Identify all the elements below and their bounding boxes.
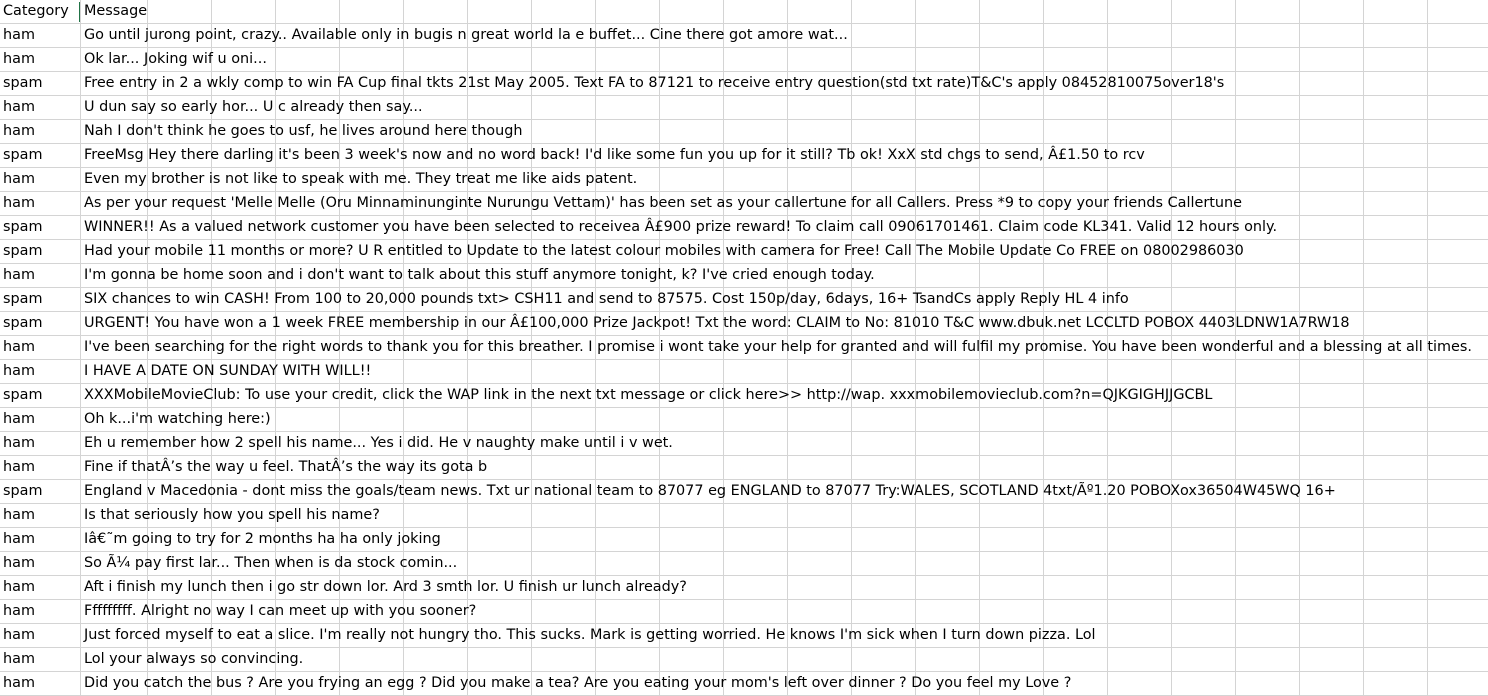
category-cell[interactable]: ham xyxy=(3,99,35,115)
table-row xyxy=(0,312,1488,336)
message-cell[interactable]: Had your mobile 11 months or more? U R entitled to Update to the latest colour mobiles with camera for Free! Call The Mobile Update Co FREE on 08002986030 xyxy=(84,243,1244,259)
message-cell[interactable]: Is that seriously how you spell his name? xyxy=(84,507,380,523)
category-cell[interactable]: ham xyxy=(3,531,35,547)
table-row xyxy=(0,96,1488,120)
table-row xyxy=(0,120,1488,144)
category-cell[interactable]: ham xyxy=(3,267,35,283)
table-row xyxy=(0,216,1488,240)
message-cell[interactable]: FreeMsg Hey there darling it's been 3 week's now and no word back! I'd like some fun you up for it still? Tb ok! XxX std chgs to send, Â£1.50 to rcv xyxy=(84,147,1145,163)
message-cell[interactable]: SIX chances to win CASH! From 100 to 20,000 pounds txt> CSH11 and send to 87575. Cost 150p/day, 6days, 16+ TsandCs apply Reply HL 4 info xyxy=(84,291,1129,307)
category-cell[interactable]: spam xyxy=(3,387,43,403)
message-cell[interactable]: England v Macedonia - dont miss the goals/team news. Txt ur national team to 87077 eg ENGLAND to 87077 Try:WALES, SCOTLAND 4txt/Ãº1.20 POBOXox36504W45WQ 16+ xyxy=(84,483,1336,499)
message-cell[interactable]: U dun say so early hor... U c already then say... xyxy=(84,99,423,115)
table-row xyxy=(0,408,1488,432)
table-row xyxy=(0,480,1488,504)
category-cell[interactable]: spam xyxy=(3,483,43,499)
message-cell[interactable]: Lol your always so convincing. xyxy=(84,651,304,667)
message-cell[interactable]: Iâ€˜m going to try for 2 months ha ha only joking xyxy=(84,531,441,547)
category-cell[interactable]: ham xyxy=(3,651,35,667)
table-row xyxy=(0,360,1488,384)
table-row xyxy=(0,192,1488,216)
table-row xyxy=(0,456,1488,480)
table-row xyxy=(0,24,1488,48)
table-row xyxy=(0,528,1488,552)
header-cell-category[interactable]: Category xyxy=(3,3,69,19)
table-row xyxy=(0,288,1488,312)
message-cell[interactable]: Aft i finish my lunch then i go str down lor. Ard 3 smth lor. U finish ur lunch already? xyxy=(84,579,687,595)
table-row xyxy=(0,552,1488,576)
category-cell[interactable]: ham xyxy=(3,579,35,595)
category-cell[interactable]: spam xyxy=(3,147,43,163)
message-cell[interactable]: XXXMobileMovieClub: To use your credit, click the WAP link in the next txt message or click here>> http://wap. xxxmobilemovieclub.com?n=QJKGIGHJJGCBL xyxy=(84,387,1213,403)
category-cell[interactable]: ham xyxy=(3,555,35,571)
category-cell[interactable]: spam xyxy=(3,243,43,259)
category-cell[interactable]: ham xyxy=(3,435,35,451)
category-cell[interactable]: ham xyxy=(3,627,35,643)
table-row xyxy=(0,48,1488,72)
message-cell[interactable]: Eh u remember how 2 spell his name... Yes i did. He v naughty make until i v wet. xyxy=(84,435,673,451)
table-row xyxy=(0,600,1488,624)
header-row xyxy=(0,0,1488,24)
table-row xyxy=(0,432,1488,456)
table-row xyxy=(0,72,1488,96)
category-cell[interactable]: spam xyxy=(3,315,43,331)
message-cell[interactable]: Fffffffff. Alright no way I can meet up with you sooner? xyxy=(84,603,477,619)
message-cell[interactable]: I've been searching for the right words to thank you for this breather. I promise i wont take your help for granted and will fulfil my promise. You have been wonderful and a blessing at all times. xyxy=(84,339,1472,355)
category-cell[interactable]: ham xyxy=(3,459,35,475)
message-cell[interactable]: Did you catch the bus ? Are you frying an egg ? Did you make a tea? Are you eating your mom's left over dinner ? Do you feel my Love ? xyxy=(84,675,1072,691)
table-row xyxy=(0,672,1488,696)
category-cell[interactable]: ham xyxy=(3,51,35,67)
message-cell[interactable]: I HAVE A DATE ON SUNDAY WITH WILL!! xyxy=(84,363,372,379)
message-cell[interactable]: WINNER!! As a valued network customer you have been selected to receivea Â£900 prize reward! To claim call 09061701461. Claim code KL341. Valid 12 hours only. xyxy=(84,219,1278,235)
message-cell[interactable]: Nah I don't think he goes to usf, he lives around here though xyxy=(84,123,523,139)
message-cell[interactable]: So Ã¼ pay first lar... Then when is da stock comin... xyxy=(84,555,458,571)
table-row xyxy=(0,168,1488,192)
category-cell[interactable]: ham xyxy=(3,603,35,619)
header-cell-message[interactable]: Message xyxy=(84,3,148,19)
category-cell[interactable]: spam xyxy=(3,291,43,307)
table-row xyxy=(0,336,1488,360)
table-row xyxy=(0,240,1488,264)
category-cell[interactable]: ham xyxy=(3,171,35,187)
message-cell[interactable]: Free entry in 2 a wkly comp to win FA Cup final tkts 21st May 2005. Text FA to 87121 to receive entry question(std txt rate)T&C's apply 08452810075over18's xyxy=(84,75,1225,91)
category-cell[interactable]: ham xyxy=(3,363,35,379)
message-cell[interactable]: Ok lar... Joking wif u oni... xyxy=(84,51,267,67)
message-cell[interactable]: As per your request 'Melle Melle (Oru Minnaminunginte Nurungu Vettam)' has been set as your callertune for all Callers. Press *9 to copy your friends Callertune xyxy=(84,195,1242,211)
category-cell[interactable]: ham xyxy=(3,339,35,355)
table-row xyxy=(0,384,1488,408)
message-cell[interactable]: Just forced myself to eat a slice. I'm really not hungry tho. This sucks. Mark is getting worried. He knows I'm sick when I turn down pizza. Lol xyxy=(84,627,1096,643)
category-cell[interactable]: ham xyxy=(3,507,35,523)
category-cell[interactable]: ham xyxy=(3,27,35,43)
category-cell[interactable]: ham xyxy=(3,123,35,139)
message-cell[interactable]: I'm gonna be home soon and i don't want to talk about this stuff anymore tonight, k? I've cried enough today. xyxy=(84,267,875,283)
category-cell[interactable]: spam xyxy=(3,219,43,235)
table-row xyxy=(0,504,1488,528)
text-cursor xyxy=(79,2,80,22)
table-row xyxy=(0,624,1488,648)
table-row xyxy=(0,264,1488,288)
table-row xyxy=(0,648,1488,672)
category-cell[interactable]: ham xyxy=(3,411,35,427)
message-cell[interactable]: Fine if thatÂ’s the way u feel. ThatÂ’s the way its gota b xyxy=(84,459,488,475)
table-row xyxy=(0,576,1488,600)
message-cell[interactable]: Oh k...i'm watching here:) xyxy=(84,411,271,427)
category-cell[interactable]: ham xyxy=(3,195,35,211)
message-cell[interactable]: Even my brother is not like to speak with me. They treat me like aids patent. xyxy=(84,171,638,187)
message-cell[interactable]: Go until jurong point, crazy.. Available only in bugis n great world la e buffet... Cine there got amore wat... xyxy=(84,27,848,43)
table-row xyxy=(0,144,1488,168)
category-cell[interactable]: spam xyxy=(3,75,43,91)
message-cell[interactable]: URGENT! You have won a 1 week FREE membership in our Â£100,000 Prize Jackpot! Txt the word: CLAIM to No: 81010 T&C www.dbuk.net LCCLTD POBOX 4403LDNW1A7RW18 xyxy=(84,315,1350,331)
category-cell[interactable]: ham xyxy=(3,675,35,691)
